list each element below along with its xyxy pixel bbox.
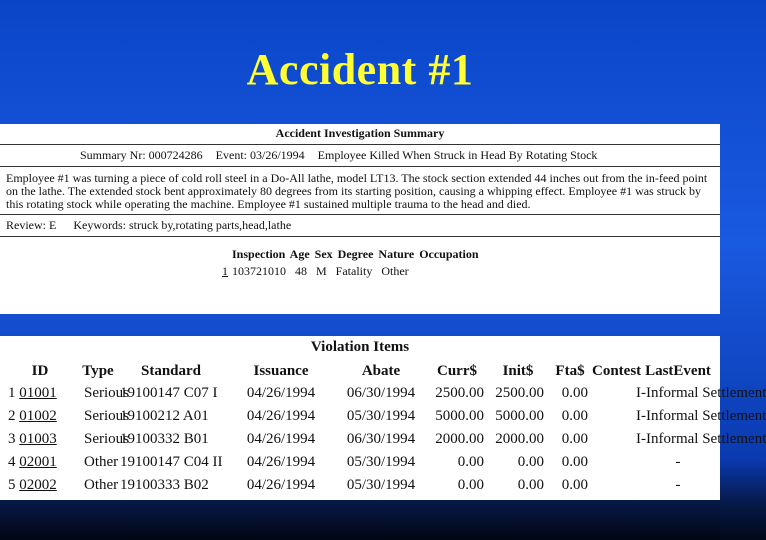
row-abate: 05/30/1994 (346, 454, 416, 470)
row-standard: 19100147 C07 I (120, 385, 218, 401)
violation-items-panel (0, 336, 766, 500)
column-header-curr: Curr$ (437, 362, 477, 379)
victim-sex: M (316, 264, 327, 278)
row-abate: 05/30/1994 (346, 408, 416, 424)
row-fta: 0.00 (561, 454, 588, 470)
row-type: Other (84, 477, 119, 493)
row-init: 0.00 (517, 477, 544, 493)
table-row (0, 428, 720, 451)
citation-id-link[interactable]: 01002 (19, 408, 57, 424)
row-index: 4 (8, 454, 16, 470)
bottom-band (0, 500, 720, 540)
row-standard: 19100212 A01 (120, 408, 209, 424)
event-date: Event: 03/26/1994 (215, 148, 305, 162)
violation-items-title: Violation Items (310, 339, 410, 355)
row-index: 3 (8, 431, 16, 447)
row-init: 2000.00 (495, 431, 544, 447)
row-last-event: - (675, 454, 681, 470)
slide-title: Accident #1 (246, 45, 474, 94)
row-standard: 19100332 B01 (120, 431, 209, 447)
column-header-last-event: LastEvent (645, 362, 711, 379)
citation-id-link[interactable]: 01003 (19, 431, 57, 447)
column-header-contest: Contest (592, 362, 642, 379)
row-contest (592, 405, 636, 428)
row-last-event: I-Informal Settlement (636, 431, 766, 447)
row-type: Serious (84, 385, 129, 401)
column-header-fta: Fta$ (555, 362, 585, 379)
divider (0, 214, 720, 215)
row-last-event: I-Informal Settlement (636, 408, 766, 424)
row-id (0, 451, 80, 474)
row-issuance: 04/26/1994 (246, 454, 316, 470)
row-contest (592, 382, 636, 405)
row-id (0, 382, 80, 405)
column-header-type: Type (82, 362, 114, 379)
row-standard: 19100333 B02 (120, 477, 209, 493)
row-index: 2 (8, 408, 16, 424)
row-fta: 0.00 (561, 477, 588, 493)
review-code: Review: E (6, 218, 57, 232)
injury-degree: Fatality (335, 264, 373, 278)
column-header-init: Init$ (502, 362, 534, 379)
column-header-issuance: Issuance (253, 362, 309, 379)
row-issuance: 04/26/1994 (246, 385, 316, 401)
victim-age: 48 (295, 264, 307, 278)
citation-id-link[interactable]: 01001 (19, 385, 57, 401)
row-last-event: - (675, 477, 681, 493)
row-curr: 0.00 (457, 477, 484, 493)
inspection-header: Inspection Age Sex Degree Nature Occupation (232, 247, 479, 261)
summary-number: Summary Nr: 000724286 (80, 148, 203, 162)
table-row (0, 405, 720, 428)
row-curr: 2000.00 (435, 431, 484, 447)
column-header-standard: Standard (140, 362, 202, 379)
inspection-row-number[interactable]: 1 (222, 264, 228, 278)
row-contest (592, 474, 636, 497)
inspection-number: 103721010 (232, 264, 286, 278)
occupation: Other (381, 264, 409, 278)
row-contest (592, 428, 636, 451)
column-header-abate: Abate (361, 362, 401, 379)
row-issuance: 04/26/1994 (246, 477, 316, 493)
row-issuance: 04/26/1994 (246, 408, 316, 424)
row-abate: 05/30/1994 (346, 477, 416, 493)
column-header-id: ID (31, 362, 49, 379)
divider (0, 236, 720, 237)
row-index: 5 (8, 477, 16, 493)
row-type: Serious (84, 431, 129, 447)
row-fta: 0.00 (561, 385, 588, 401)
row-index: 1 (8, 385, 16, 401)
row-init: 5000.00 (495, 408, 544, 424)
table-row (0, 382, 720, 405)
row-type: Other (84, 454, 119, 470)
row-standard: 19100147 C04 II (120, 454, 223, 470)
row-last-event: I-Informal Settlement (636, 385, 766, 401)
inspection-row (0, 264, 720, 279)
citation-id-link[interactable]: 02001 (19, 454, 57, 470)
citation-id-link[interactable]: 02002 (19, 477, 57, 493)
row-fta: 0.00 (561, 408, 588, 424)
table-row (0, 474, 720, 497)
accident-summary-document (0, 124, 720, 314)
keywords: Keywords: struck by,rotating parts,head,lathe (73, 218, 292, 232)
violation-header-row (0, 360, 720, 382)
violation-table (0, 360, 766, 497)
event-description: Employee Killed When Struck in Head By Rotating Stock (317, 148, 598, 162)
row-init: 2500.00 (495, 385, 544, 401)
divider (0, 144, 720, 145)
summary-heading: Accident Investigation Summary (275, 126, 445, 140)
row-type: Serious (84, 408, 129, 424)
table-row (0, 451, 720, 474)
review-keywords-line (0, 218, 720, 233)
row-id (0, 428, 80, 451)
divider (0, 166, 720, 167)
row-curr: 5000.00 (435, 408, 484, 424)
row-contest (592, 451, 636, 474)
row-id (0, 405, 80, 428)
accident-narrative: Employee #1 was turning a piece of cold roll steel in a Do-All lathe, model LT13. The stock section extended 44 inches out from the in-feed point on the lathe. The extended stock bent approximately 80 degrees from its starting position, causing a whipping effect. Employee #1 was struck by this rotating stock while operating the machine. Employee #1 sustained multiple trauma to the head and died. (6, 171, 708, 211)
row-id (0, 474, 80, 497)
row-abate: 06/30/1994 (346, 431, 416, 447)
row-abate: 06/30/1994 (346, 385, 416, 401)
row-curr: 2500.00 (435, 385, 484, 401)
row-fta: 0.00 (561, 431, 588, 447)
row-issuance: 04/26/1994 (246, 431, 316, 447)
row-curr: 0.00 (457, 454, 484, 470)
row-init: 0.00 (517, 454, 544, 470)
summary-info-line (0, 148, 720, 163)
